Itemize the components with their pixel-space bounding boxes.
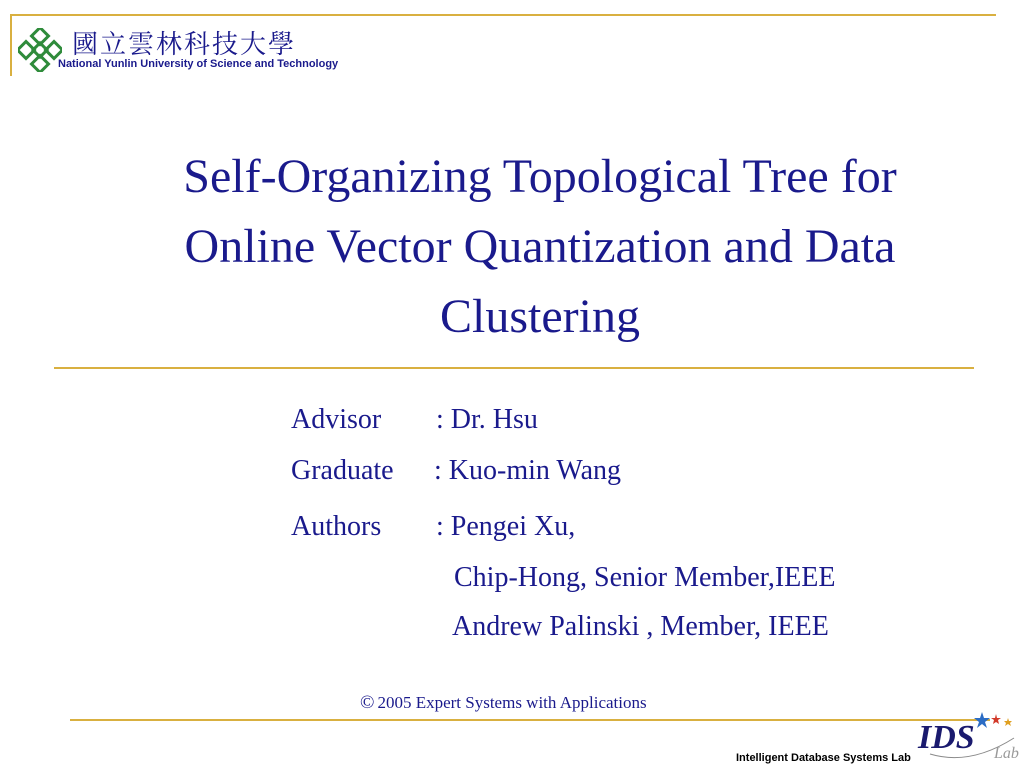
header-frame-top xyxy=(10,14,996,16)
slide-title xyxy=(100,142,980,352)
advisor-label: Advisor xyxy=(291,404,382,435)
author-3: Andrew Palinski , Member, IEEE xyxy=(452,611,829,642)
authors-label: Authors xyxy=(291,511,382,542)
footer-divider xyxy=(70,719,990,721)
slide-title-line-1: Self-Organizing Topological Tree for xyxy=(183,150,897,203)
university-name-english: National Yunlin University of Science and Technology xyxy=(58,58,339,70)
header-frame-left xyxy=(10,14,12,76)
author-1: : Pengei Xu, xyxy=(436,511,576,542)
copyright-text: 2005 Expert Systems with Applications xyxy=(377,693,647,712)
copyright-icon: © xyxy=(360,692,375,713)
author-2: Chip-Hong, Senior Member,IEEE xyxy=(454,562,836,593)
nyust-emblem-icon xyxy=(18,28,62,72)
advisor-value: : Dr. Hsu xyxy=(436,404,538,435)
ids-lab-logo-icon xyxy=(910,708,1022,764)
copyright-line xyxy=(360,692,647,714)
lab-name: Intelligent Database Systems Lab xyxy=(736,752,911,764)
lab-logo-subtext: Lab xyxy=(994,745,1019,762)
slide-title-line-2: Online Vector Quantization and Data xyxy=(184,220,896,273)
graduate-label: Graduate xyxy=(291,455,394,486)
lab-logo-text: IDS xyxy=(918,719,975,756)
graduate-value: : Kuo-min Wang xyxy=(434,455,621,486)
slide-title-line-3: Clustering xyxy=(440,290,640,343)
university-name-chinese: 國立雲林科技大學 xyxy=(72,30,297,60)
title-divider xyxy=(54,367,974,369)
